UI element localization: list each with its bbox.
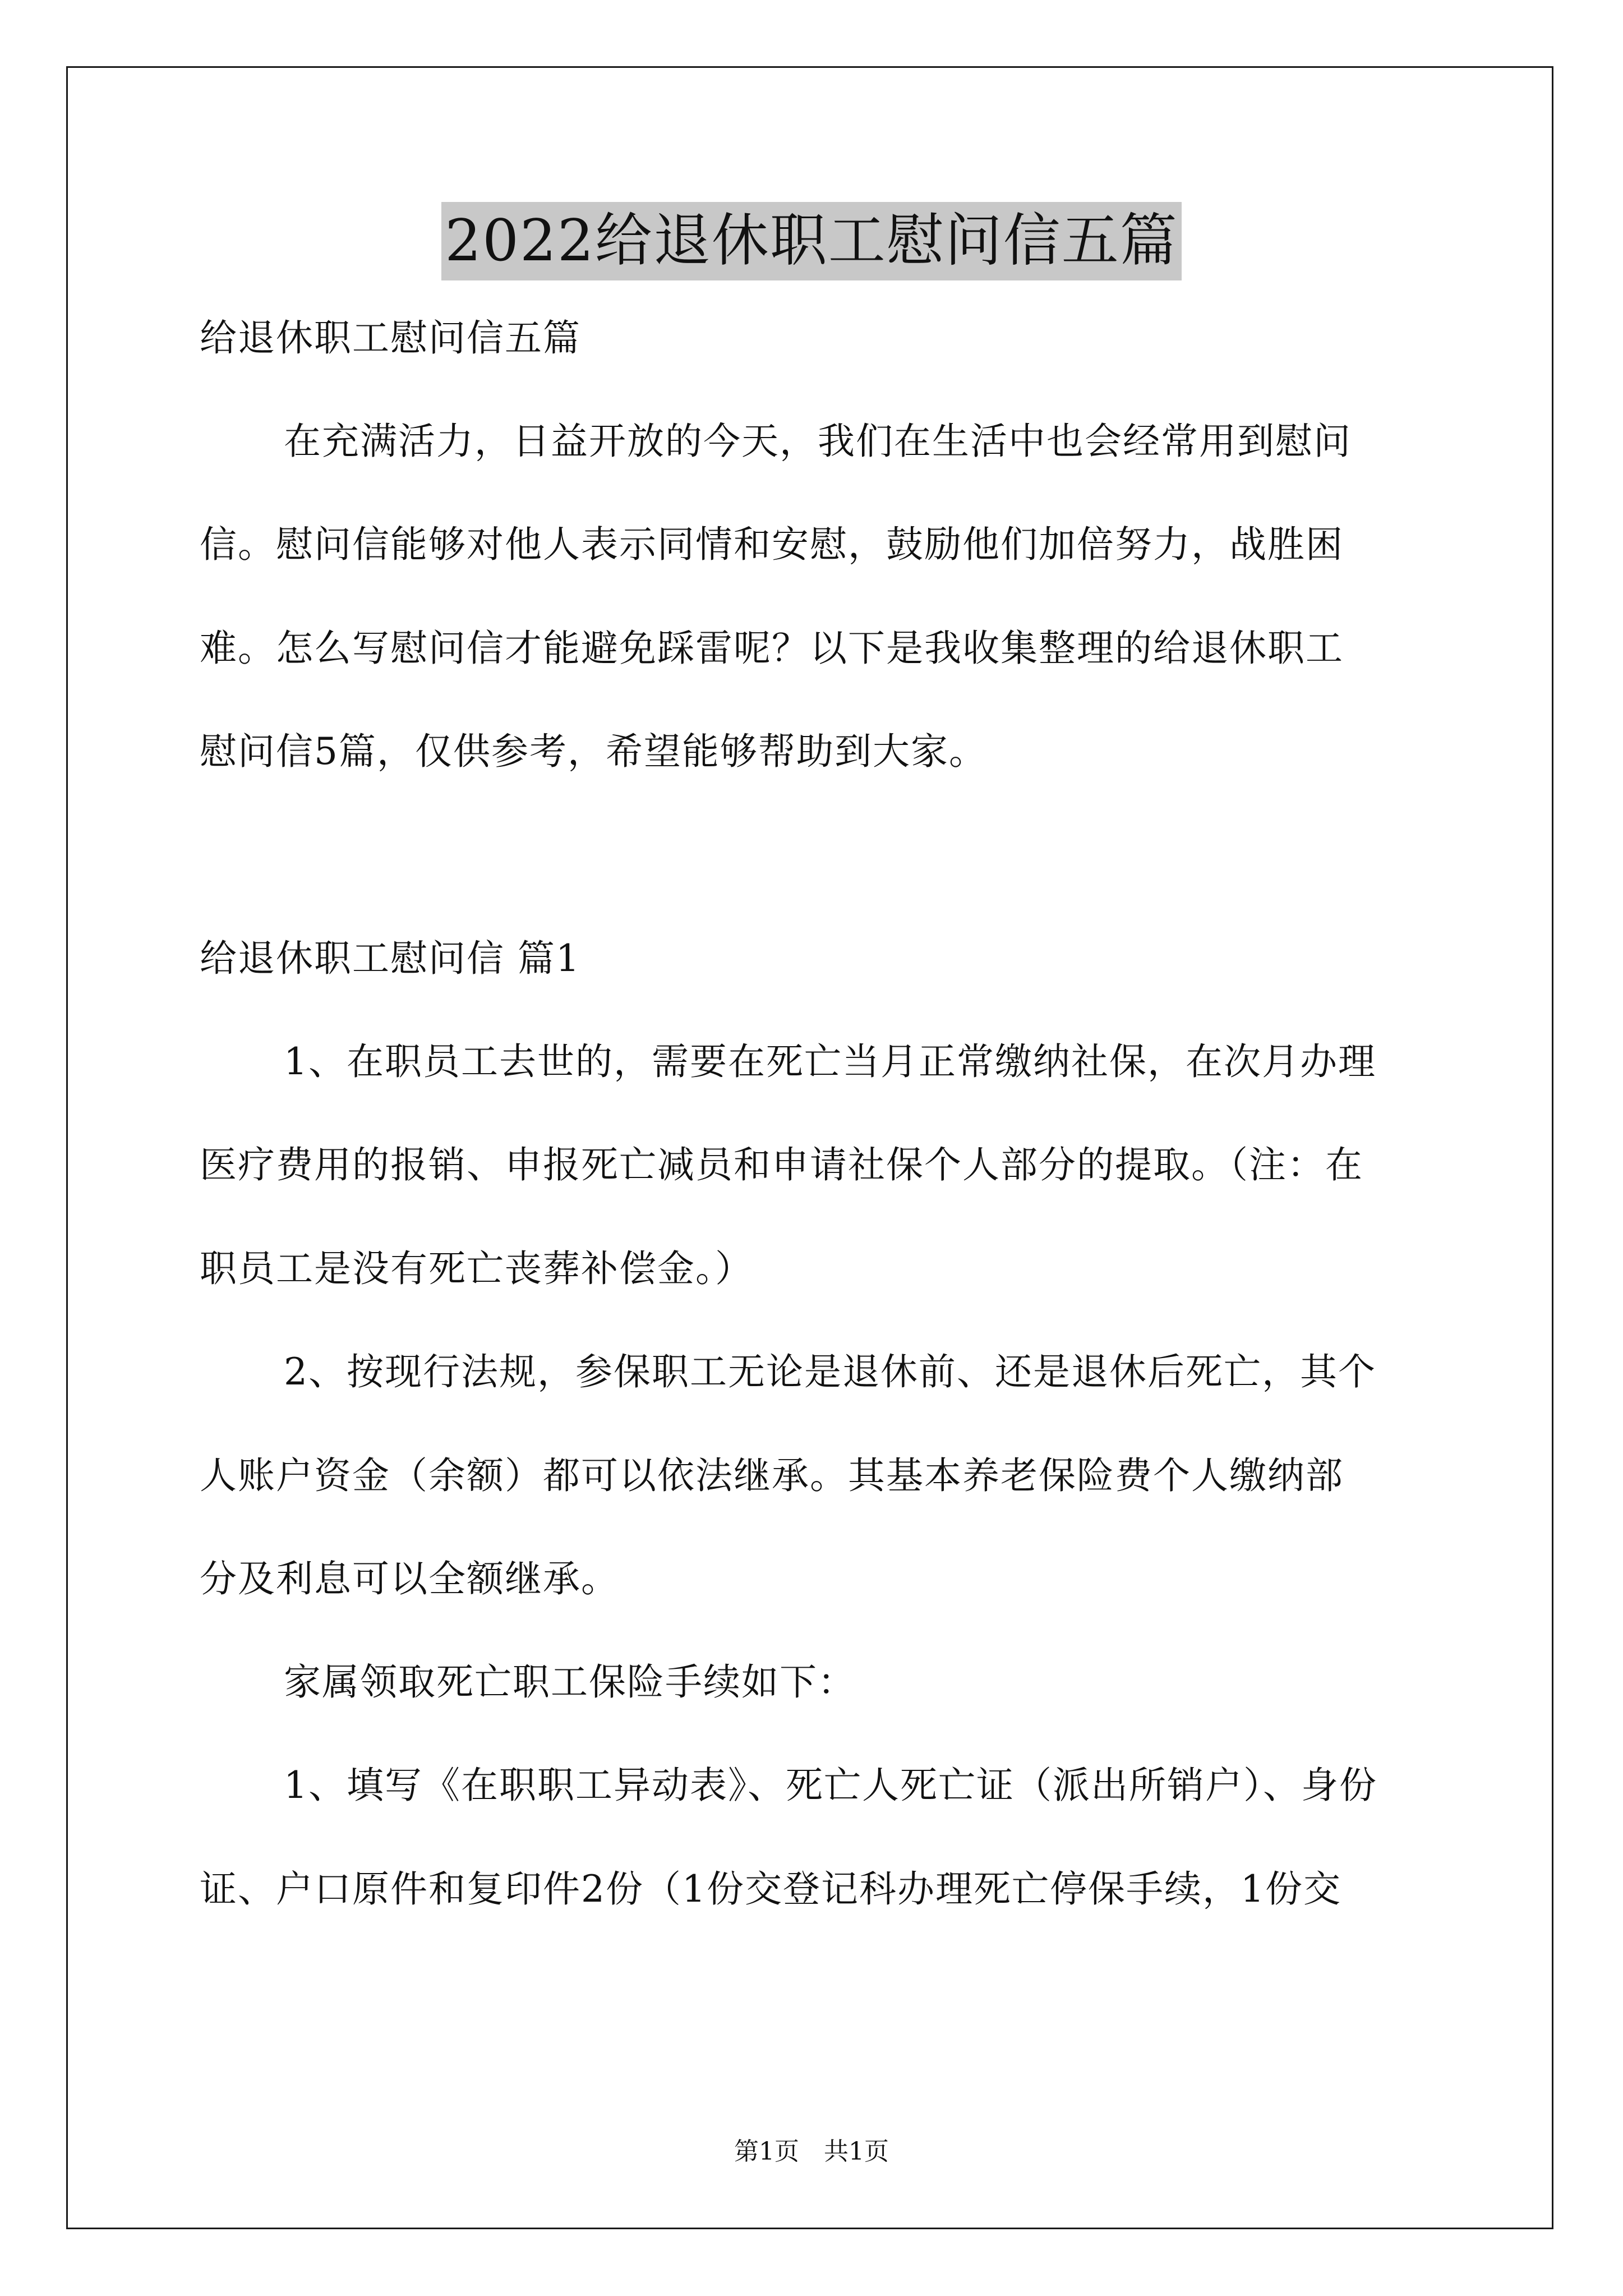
paragraph-line: 家属领取死亡职工保险手续如下： bbox=[284, 1660, 856, 1704]
paragraph-line: 职员工是没有死亡丧葬补偿金。） bbox=[200, 1247, 753, 1290]
document-title bbox=[0, 202, 1623, 280]
paragraph-line: 证、户口原件和复印件2份（1份交登记科办理死亡停保手续，1份交 bbox=[200, 1867, 1341, 1911]
section-heading: 给退休职工慰问信 篇1 bbox=[200, 937, 580, 980]
paragraph-line: 难。怎么写慰问信才能避免踩雷呢？以下是我收集整理的给退休职工 bbox=[200, 627, 1344, 670]
paragraph-line: 2、按现行法规，参保职工无论是退休前、还是退休后死亡，其个 bbox=[284, 1350, 1376, 1393]
paragraph-line: 1、在职员工去世的，需要在死亡当月正常缴纳社保，在次月办理 bbox=[284, 1040, 1376, 1083]
paragraph-line: 1、填写《在职职工异动表》、死亡人死亡证（派出所销户）、身份 bbox=[284, 1764, 1377, 1807]
paragraph-line: 分及利息可以全额继承。 bbox=[200, 1557, 619, 1600]
paragraph-line: 信。慰问信能够对他人表示同情和安慰，鼓励他们加倍努力，战胜困 bbox=[200, 523, 1344, 566]
subtitle: 给退休职工慰问信五篇 bbox=[200, 316, 581, 360]
document-title-text: 2022给退休职工慰问信五篇 bbox=[441, 202, 1182, 280]
page-number-footer: 第1页 共1页 bbox=[734, 2137, 889, 2166]
paragraph-line: 慰问信5篇，仅供参考，希望能够帮助到大家。 bbox=[200, 730, 987, 773]
paragraph-line: 在充满活力，日益开放的今天，我们在生活中也会经常用到慰问 bbox=[284, 420, 1352, 463]
paragraph-line: 人账户资金（余额）都可以依法继承。其基本养老保险费个人缴纳部 bbox=[200, 1454, 1344, 1497]
paragraph-line: 医疗费用的报销、申报死亡减员和申请社保个人部分的提取。（注：在 bbox=[200, 1143, 1363, 1186]
